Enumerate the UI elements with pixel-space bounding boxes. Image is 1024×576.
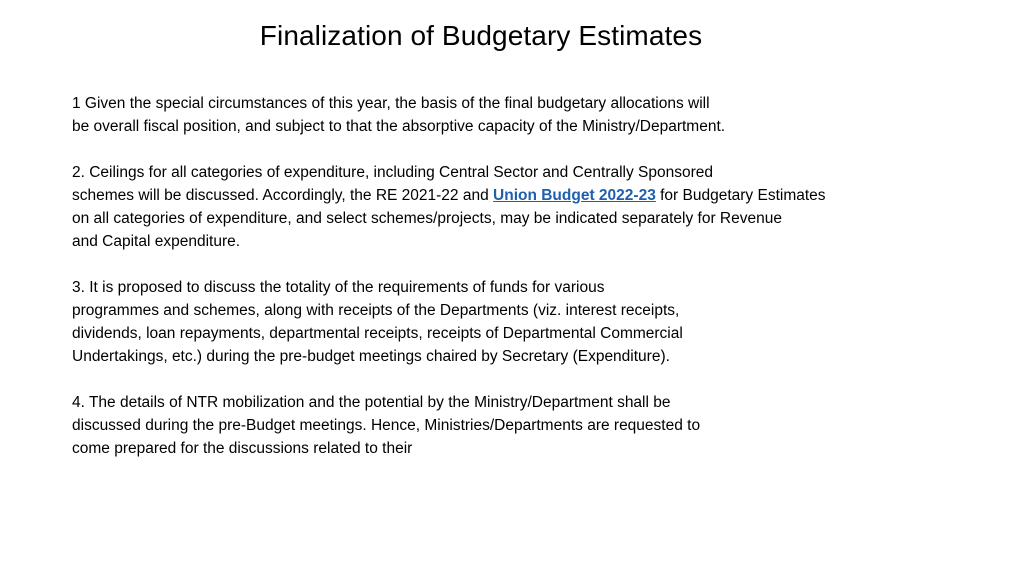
line-text-before-link: schemes will be discussed. Accordingly, the RE 2021-22 and bbox=[72, 187, 494, 204]
line-text-after-link: for Budgetary Estimates bbox=[655, 187, 826, 204]
paragraph-line-with-link bbox=[72, 184, 972, 207]
paragraph-line: programmes and schemes, along with receipts of the Departments (viz. interest receipts, bbox=[72, 302, 680, 319]
paragraph-3 bbox=[72, 276, 972, 368]
slide-body bbox=[72, 92, 972, 483]
paragraph-4 bbox=[72, 391, 972, 460]
paragraph-line: discussed during the pre-Budget meetings. Hence, Ministries/Departments are requested to bbox=[72, 417, 701, 434]
paragraph-line: and Capital expenditure. bbox=[72, 233, 241, 250]
slide-title: Finalization of Budgetary Estimates bbox=[259, 20, 703, 51]
paragraph-line: dividends, loan repayments, departmental receipts, receipts of Departmental Commercial bbox=[72, 325, 683, 342]
paragraph-2 bbox=[72, 161, 972, 253]
paragraph-line: Undertakings, etc.) during the pre-budget meetings chaired by Secretary (Expenditure). bbox=[72, 348, 670, 365]
paragraph-line: 2. Ceilings for all categories of expenditure, including Central Sector and Centrally Sponsored bbox=[72, 164, 714, 181]
paragraph-line: 3. It is proposed to discuss the totality of the requirements of funds for various bbox=[72, 279, 605, 296]
paragraph-line: come prepared for the discussions related to their bbox=[72, 440, 413, 457]
union-budget-link[interactable]: Union Budget 2022-23 bbox=[493, 187, 656, 204]
paragraph-line: be overall fiscal position, and subject to that the absorptive capacity of the Ministry/Department. bbox=[72, 118, 726, 135]
paragraph-line: 4. The details of NTR mobilization and the potential by the Ministry/Department shall be bbox=[72, 394, 671, 411]
paragraph-1 bbox=[72, 92, 972, 138]
paragraph-line: on all categories of expenditure, and select schemes/projects, may be indicated separately for Revenue bbox=[72, 210, 782, 227]
paragraph-line: 1 Given the special circumstances of this year, the basis of the final budgetary allocations will bbox=[72, 95, 710, 112]
